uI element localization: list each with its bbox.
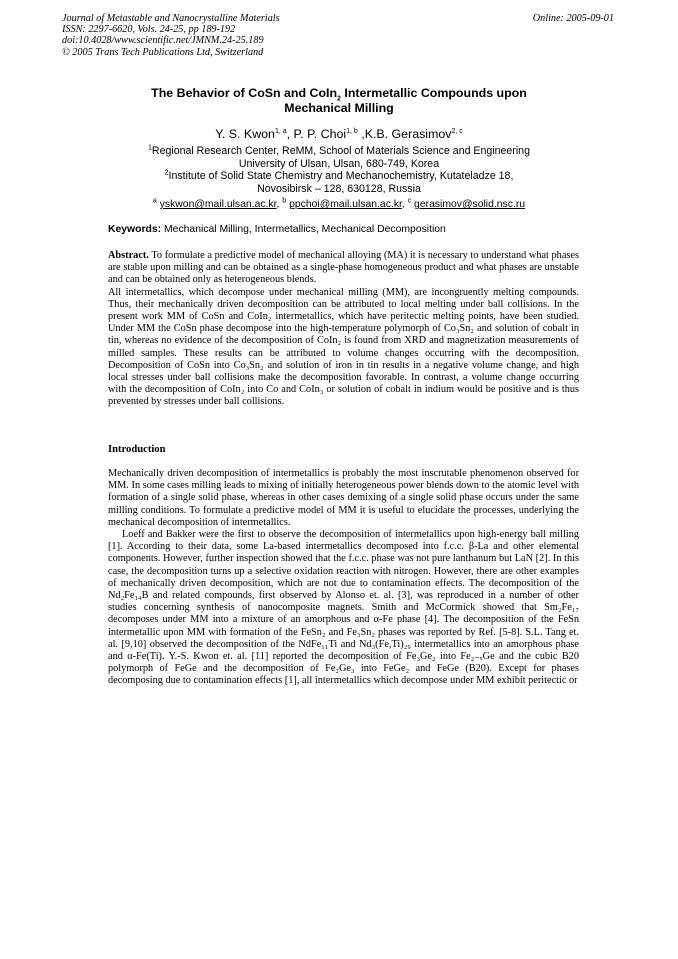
journal-header xyxy=(62,13,280,58)
author-2-sup: 1, b xyxy=(346,127,358,135)
author-1-sup: 1, a xyxy=(274,127,287,135)
keywords xyxy=(108,224,578,235)
author-1: Y. S. Kwon xyxy=(215,127,275,141)
keywords-text: Mechanical Milling, Intermetallics, Mechanical Decomposition xyxy=(164,224,446,235)
affiliation-1-line1: Regional Research Center, ReMM, School of Materials Science and Engineering xyxy=(151,145,530,157)
email-a-label: a xyxy=(152,197,157,205)
affiliation-1-line2: University of Ulsan, Ulsan, 680-749, Korea xyxy=(238,157,440,170)
email-b-label: b xyxy=(282,197,287,205)
author-3-sup: 2, c xyxy=(451,127,463,135)
title-subscript: 2 xyxy=(337,95,341,103)
abstract-label: Abstract. xyxy=(108,250,149,261)
affiliation-2-line1: Institute of Solid State Chemistry and Mechanochemistry, Kutateladze 18, xyxy=(168,170,514,183)
paper-title xyxy=(95,86,583,115)
author-3: K.B. Gerasimov xyxy=(364,127,452,141)
journal-copyright: © 2005 Trans Tech Publications Ltd, Switzerland xyxy=(62,46,264,58)
affiliation-2-line2: Novosibirsk – 128, 630128, Russia xyxy=(257,182,421,195)
title-line2: Mechanical Milling xyxy=(284,100,394,115)
journal-doi: doi:10.4028/www.scientific.net/JMNM.24-25.189 xyxy=(62,35,264,47)
title-part1: The Behavior of CoSn and CoIn xyxy=(151,86,338,100)
online-date: Online: 2005-09-01 xyxy=(532,13,614,24)
author-2: P. P. Choi xyxy=(293,127,347,141)
email-link-c[interactable]: gerasimov@solid.nsc.ru xyxy=(414,199,526,210)
email-c-label: c xyxy=(407,197,412,205)
affiliation-2-number: 2 xyxy=(164,169,169,177)
section-heading-introduction: Introduction xyxy=(108,444,166,455)
email-link-a[interactable]: yskwon@mail.ulsan.ac.kr xyxy=(159,199,277,210)
journal-name: Journal of Metastable and Nanocrystalline Materials xyxy=(62,13,280,24)
abstract-paragraph-2: All intermetallics, which decompose under mechanical milling (MM), are incongruently melting compounds. Thus, their mechanically driven decomposition can be attributed to local melting under ball collisions. In the present work MM of CoSn and CoIn₂ intermetallics, which have peritectic melting points, have been studied. Under MM the CoSn phase decompose into the high-temperature polymorph of Co₃Sn₂ and solution of cobalt in tin, whereas no evidence of the decomposition of CoIn₂ is found from XRD and magnetization measurements of milled samples. These results can be attributed to volume changes occurring with the decomposition. Decomposition of CoSn into Co₃Sn₂ and solution of iron in tin results in a negative volume change, and high local stresses under ball collisions make the decomposition favorable. In contrast, a volume change occurring with the decomposition of CoIn₂ into Co and CoIn₃ or solution of cobalt in indium would be positive and is thus prevented by stresses under ball collisions. xyxy=(108,286,579,408)
author-emails: $^a$ yskwon@mail.ulsan.ac.kr, $^b$ ppchoi@mail.ulsan.ac.kr, $^c$ gerasimov@solid.nsc.ru xyxy=(152,197,526,210)
affiliations xyxy=(60,145,618,195)
keywords-label: Keywords: xyxy=(108,224,162,235)
intro-paragraph-2: Loeff and Bakker were the first to observe the decomposition of intermetallics upon high-energy ball milling [1]. According to their data, some La-based intermetallics decomposed into f.c.c. β-La and other elemental components. However, further inspection showed that the f.c.c. phase was not pure lanthanum but LaN [2]. In this case, the decomposition turns up a selective oxidation reaction with nitrogen. However, there are other examples of mechanically driven decomposition, which are not due to contamination effects. The decomposition of the Nd₂Fe₁₄B and related compounds, first observed by Alonso et. al. [3], was reproduced in a number of other studies concerning synthesis of nanocomposite magnets. Smith and McCormick showed that Sm₂Fe₁₇ decomposes under MM into a mixture of an amorphous and α-Fe phase [4]. The decomposition of the FeSn intermetallic upon MM with formation of the FeSn₂ and Fe₃Sn₂ phases was reported by Ref. [5-8]. S.L. Tang et. al. [9,10] observed the decomposition of the NdFe₁₁Ti and Nd₃(Fe,Ti)₂₉ intermetallics into an amorphous phase and α-Fe(Ti). Y.-S. Kwon et. al. [11] reported the decomposition of Fe₃Ge₂ into Fe₂₋ₓGe and the cubic B20 polymorph of FeGe and the decomposition of Fe₂Ge₃ into FeGe₂ and FeGe (B20). Except for phases decomposing due to contamination effects [1], all intermetallics which decompose under MM exhibit peritectic or xyxy=(108,529,579,687)
affiliation-1-number: 1 xyxy=(148,144,152,152)
journal-issn: ISSN: 2297-6620, Vols. 24-25, pp 189-192 xyxy=(62,24,236,36)
intro-paragraph-1: Mechanically driven decomposition of intermetallics is probably the most inscrutable phenomenon observed for MM. In some cases milling leads to mixing of initially heterogeneous power blends down to the atomic level with formation of a single solid phase, whereas in other cases demixing of a single solid phase occurs under the same milling conditions. To formulate a predictive model of MM it is useful to elucidate the processes, underlying the mechanical decomposition of intermetallics. xyxy=(108,468,579,528)
abstract-paragraph-1: To formulate a predictive model of mechanical alloying (MA) it is necessary to understand what phases are stable upon milling and can be obtained as a single-phase homogeneous product and what phases are unstable and can be obtained only as heterogeneous blends. xyxy=(108,250,579,286)
author-list: Y. S. Kwon$^{1, a}$, P. P. Choi$^{1, b}$ ,K.B. Gerasimov$^{2, c}$ xyxy=(215,127,463,141)
abstract xyxy=(108,250,579,409)
title-part2: Intermetallic Compounds upon xyxy=(340,86,527,100)
email-link-b[interactable]: ppchoi@mail.ulsan.ac.kr xyxy=(289,199,402,210)
introduction-body xyxy=(108,468,579,688)
